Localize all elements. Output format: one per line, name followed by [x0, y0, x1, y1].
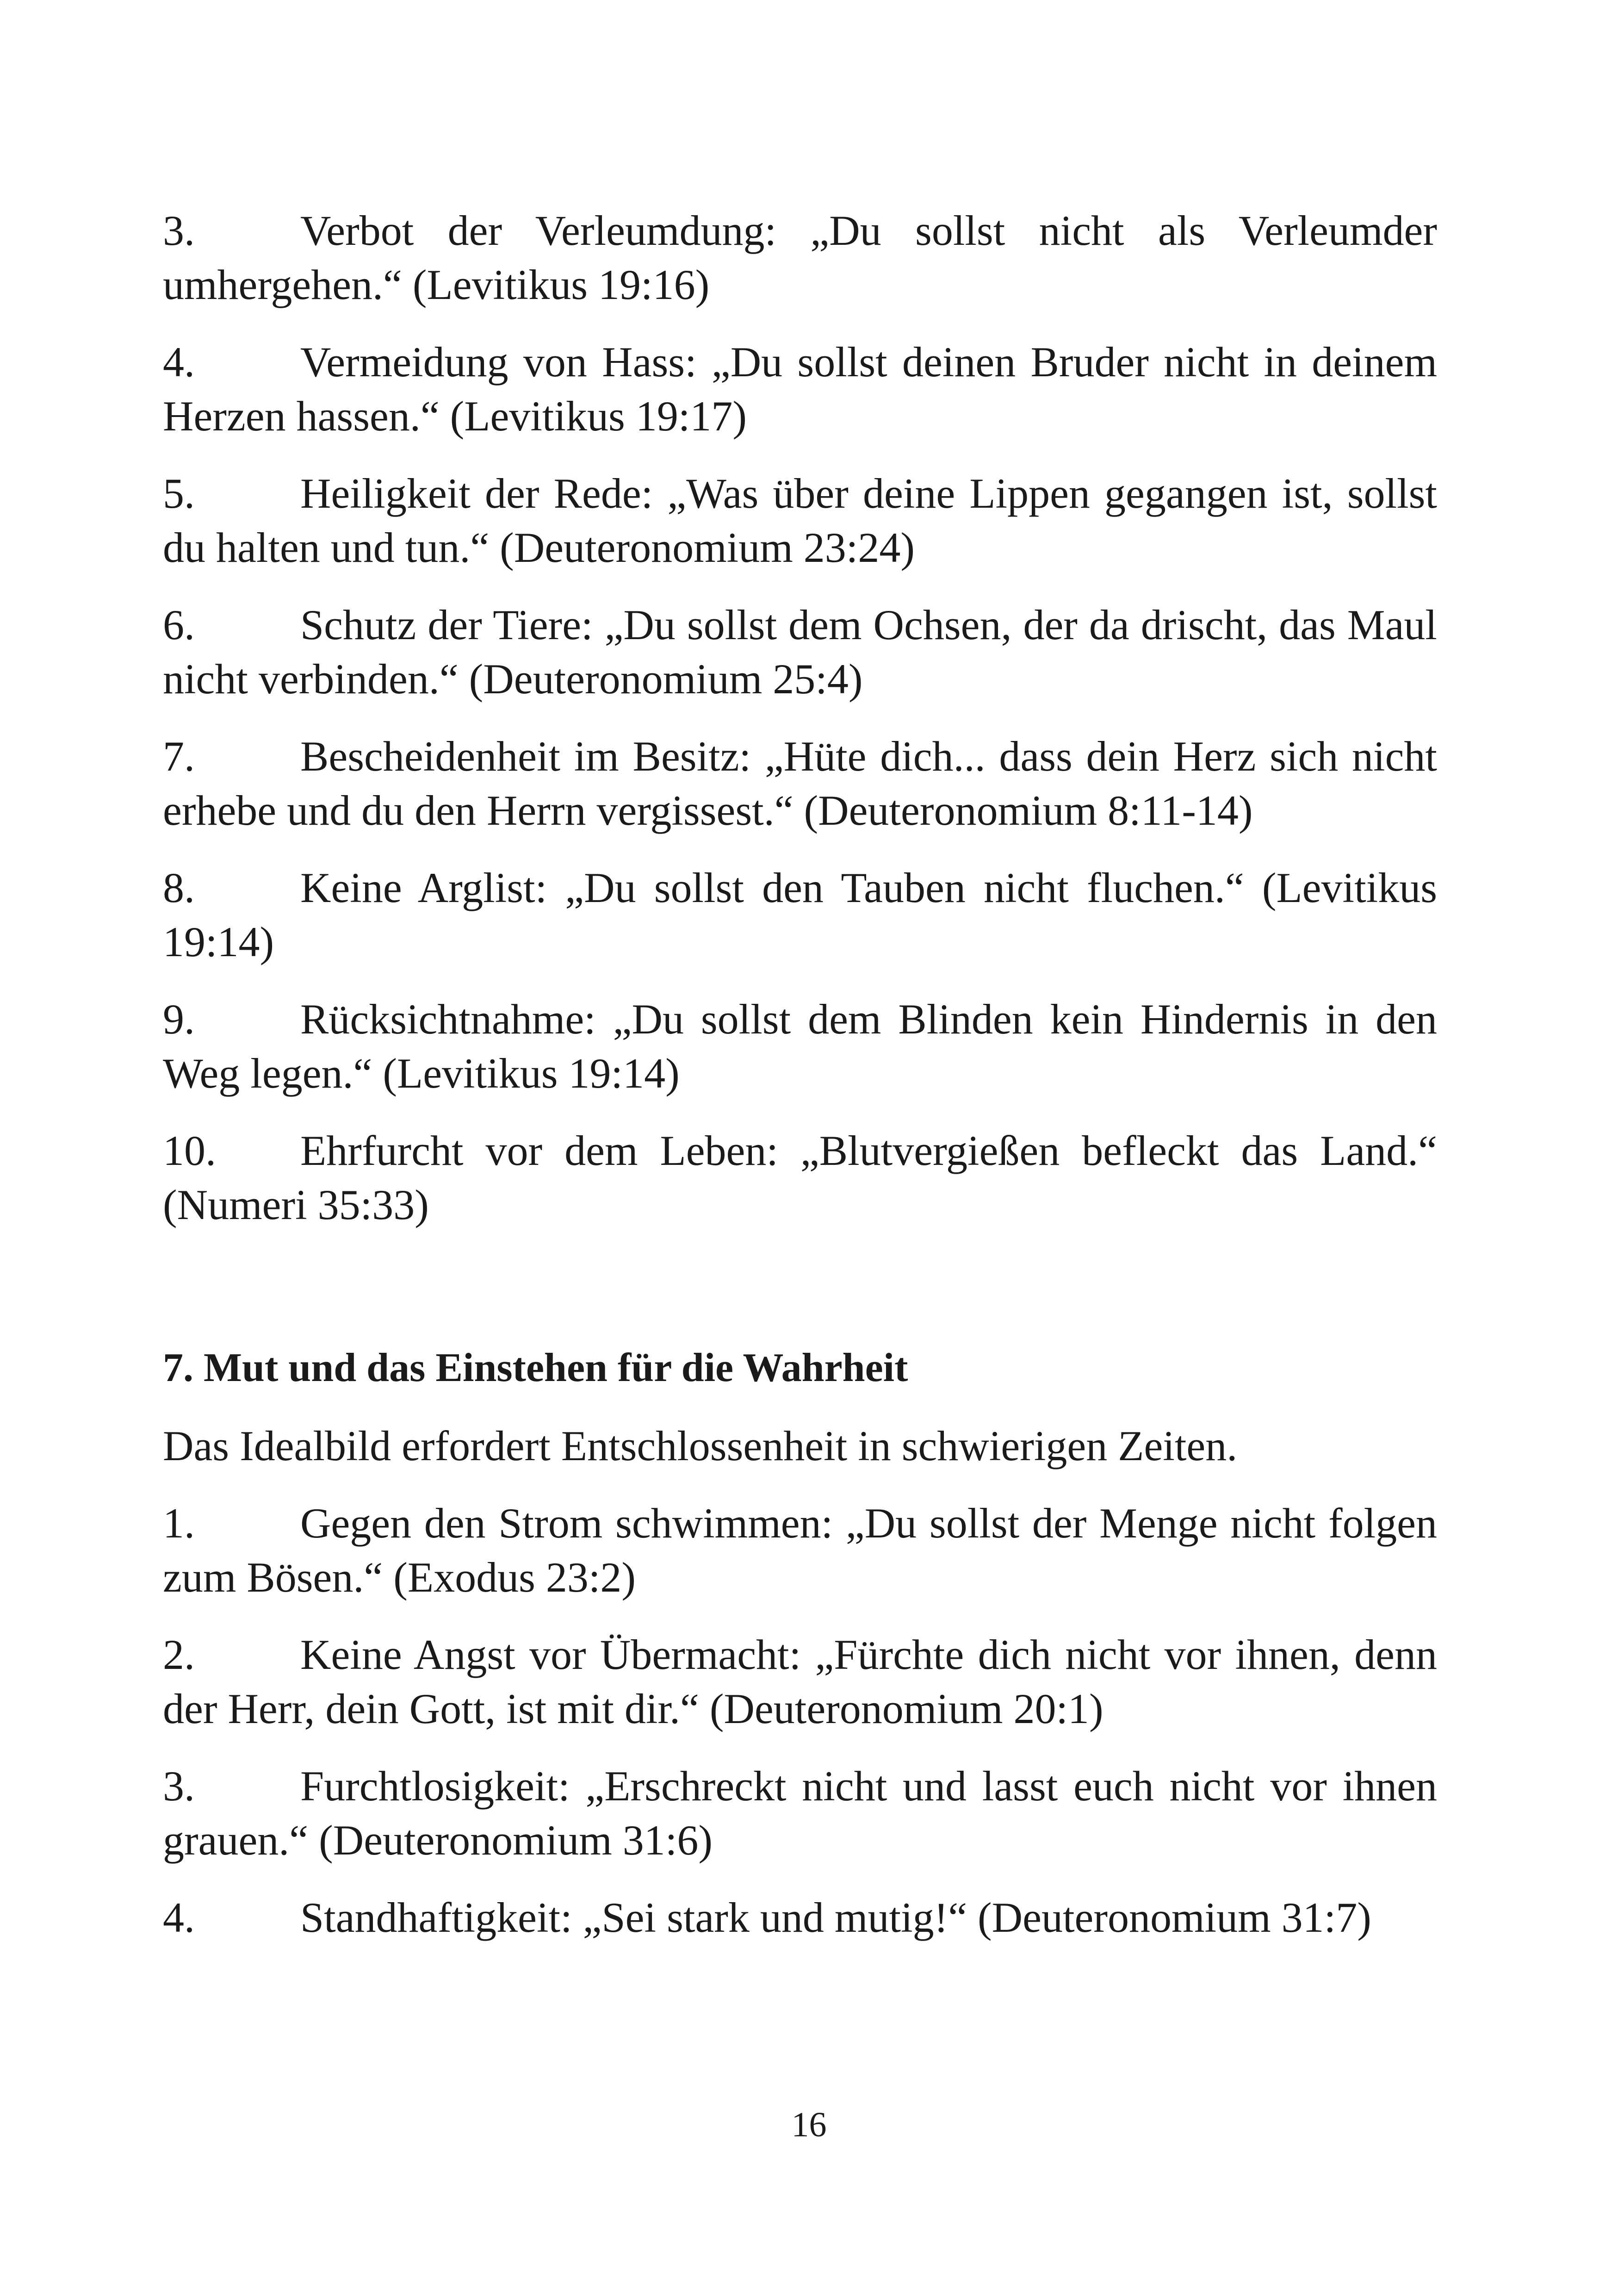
page-body — [163, 204, 1437, 1968]
list-item — [163, 861, 1437, 969]
item-number: 4. — [163, 338, 195, 386]
item-text: Gegen den Strom schwimmen: „Du sollst der Menge nicht folgen zum Bösen.“ (Exodus 23:2) — [163, 1500, 1437, 1601]
item-text: Schutz der Tiere: „Du sollst dem Ochsen, der da drischt, das Maul nicht verbinden.“ (Deuteronomium 25:4) — [163, 601, 1437, 703]
list-item — [163, 1628, 1437, 1736]
item-number: 7. — [163, 733, 195, 780]
item-number: 5. — [163, 470, 195, 517]
list-item — [163, 598, 1437, 706]
list-item — [163, 467, 1437, 575]
item-text: Rücksichtnahme: „Du sollst dem Blinden kein Hindernis in den Weg legen.“ (Levitikus 19:14) — [163, 996, 1437, 1097]
list-item — [163, 1891, 1437, 1945]
item-number: 10. — [163, 1127, 216, 1174]
list-item — [163, 729, 1437, 838]
item-number: 4. — [163, 1894, 195, 1941]
item-text: Verbot der Verleumdung: „Du sollst nicht als Verleumder umhergehen.“ (Levitikus 19:16) — [163, 207, 1437, 308]
item-text: Heiligkeit der Rede: „Was über deine Lippen gegangen ist, sollst du halten und tun.“ (Deuteronomium 23:24) — [163, 470, 1437, 571]
item-text: Ehrfurcht vor dem Leben: „Blutvergießen befleckt das Land.“ (Numeri 35:33) — [163, 1127, 1437, 1228]
list-item — [163, 1124, 1437, 1232]
item-text: Bescheidenheit im Besitz: „Hüte dich... dass dein Herz sich nicht erhebe und du den Herrn vergissest.“ (Deuteronomium 8:11-14) — [163, 733, 1437, 834]
list-item — [163, 204, 1437, 312]
item-text: Keine Arglist: „Du sollst den Tauben nicht fluchen.“ (Levitikus 19:14) — [163, 864, 1437, 965]
page-number: 16 — [791, 2105, 827, 2144]
item-number: 2. — [163, 1631, 195, 1678]
item-number: 8. — [163, 864, 195, 911]
item-text: Vermeidung von Hass: „Du sollst deinen Bruder nicht in deinem Herzen hassen.“ (Levitikus 19:17) — [163, 338, 1437, 440]
list-item — [163, 992, 1437, 1101]
item-number: 1. — [163, 1500, 195, 1547]
list-item — [163, 1759, 1437, 1867]
item-number: 9. — [163, 996, 195, 1043]
section-heading: 7. Mut und das Einstehen für die Wahrheit — [163, 1345, 908, 1390]
list-item — [163, 1496, 1437, 1605]
item-text: Keine Angst vor Übermacht: „Fürchte dich nicht vor ihnen, denn der Herr, dein Gott, ist mit dir.“ (Deuteronomium 20:1) — [163, 1631, 1437, 1732]
item-text: Standhaftigkeit: „Sei stark und mutig!“ (Deuteronomium 31:7) — [300, 1894, 1371, 1941]
list-item — [163, 335, 1437, 443]
item-text: Furchtlosigkeit: „Erschreckt nicht und lasst euch nicht vor ihnen grauen.“ (Deuteronomium 31:6) — [163, 1762, 1437, 1864]
item-number: 3. — [163, 1762, 195, 1810]
item-number: 6. — [163, 601, 195, 648]
item-number: 3. — [163, 207, 195, 254]
section-intro: Das Idealbild erfordert Entschlossenheit in schwierigen Zeiten. — [163, 1422, 1238, 1469]
